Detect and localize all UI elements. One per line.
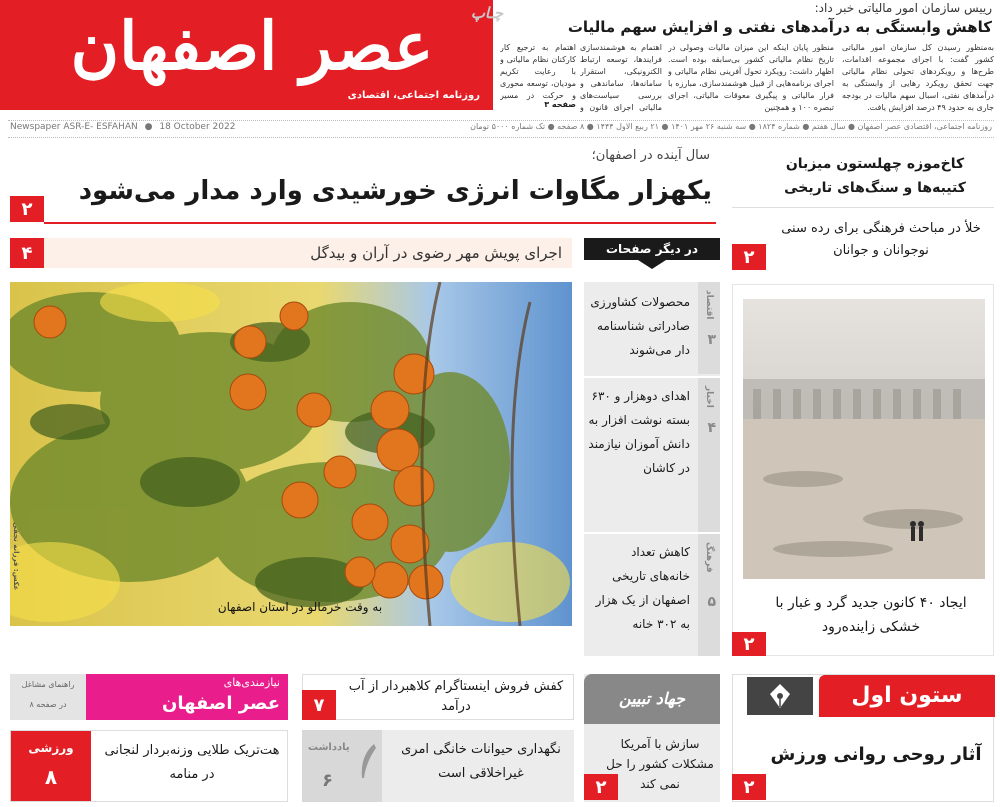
- pen-nib-icon: [747, 677, 813, 715]
- sport-box[interactable]: [10, 730, 288, 802]
- other-pages-tab-arrow: [638, 260, 666, 269]
- mid-story-1-text: کفش فروش اینستاگرام کلاهبردار از آب درآمد: [348, 679, 564, 714]
- paper-name-latin: Newspaper ASR-E- ESFAHAN: [10, 122, 138, 132]
- info-bar-persian: روزنامه اجتماعی، اقتصادی عصر اصفهان ● سال هفتم ● شماره ۱۸۲۴ ● سه شنبه ۲۶ مهر ۱۴۰۱ ● ۲۱ ربیع الاول ۱۴۴۴ ● ۸ صفحه ● تک شماره ۵۰۰۰ تومان: [470, 122, 992, 131]
- first-column-box[interactable]: [732, 674, 994, 802]
- right-story-1[interactable]: [732, 148, 994, 208]
- zayandeh-rud-dust-image: [743, 299, 985, 579]
- first-column-title: آثار روحی روانی ورزش: [770, 744, 982, 765]
- sub-headline-text: اجرای پویش مهر رضوی در آران و بیدگل: [310, 244, 562, 262]
- classified-ads-title: عصر اصفهان: [161, 693, 280, 714]
- other-page-category: اخبار: [704, 386, 714, 408]
- paper-date-latin: 18 October 2022: [159, 122, 236, 132]
- mid-story-1-page[interactable]: ۷: [302, 690, 336, 720]
- classified-ads-kicker: نیازمندی‌های: [223, 676, 280, 689]
- sub-headline-bar[interactable]: [44, 238, 572, 268]
- top-story-page-ref[interactable]: صفحه ۳: [544, 100, 576, 109]
- print-logo: چـاپ: [470, 4, 504, 22]
- right-story-3-page[interactable]: ۲: [732, 632, 766, 656]
- other-page-number: ۵: [707, 594, 716, 610]
- main-headline-kicker: سال آینده در اصفهان؛: [591, 148, 710, 163]
- masthead: [0, 0, 493, 110]
- other-page-item[interactable]: [584, 282, 720, 374]
- persimmon-photo: [10, 282, 572, 626]
- first-column-page[interactable]: ۲: [732, 774, 766, 800]
- right-story-2[interactable]: [732, 212, 994, 272]
- other-page-category: اقتصاد: [704, 290, 714, 320]
- masthead-subtitle: روزنامه اجتماعی، اقتصادی: [347, 90, 480, 101]
- right-story-1-title: کاخ‌موزه چهلستون میزبان کتیبه‌ها و سنگ‌های تاریخی: [784, 156, 966, 196]
- sport-label: ورزشی: [28, 741, 74, 755]
- sport-page: ۸: [44, 765, 58, 789]
- mid-story-1[interactable]: [302, 674, 574, 720]
- classified-ads-box[interactable]: [10, 674, 288, 720]
- right-story-2-page[interactable]: ۲: [732, 244, 766, 270]
- jahad-text: سازش با آمریکا مشکلات کشور را حل نمی کند: [606, 737, 714, 791]
- top-story-col4: اهتمام به ترجیع کار کارکنان نظام مالیاتی و با رعایت تکریم مودیان، توسعه محوری و حرکت در مسیر: [500, 43, 576, 100]
- other-page-number: ۴: [707, 420, 716, 436]
- top-story-headline[interactable]: کاهش وابستگی به درآمدهای نفتی و افزایش سهم مالیات: [567, 18, 992, 36]
- first-column-header: [819, 675, 995, 717]
- yadasht-box[interactable]: [302, 730, 574, 802]
- jahad-logo: [584, 674, 720, 724]
- top-story-col1: به‌منظور رسیدن کل سازمان امور مالیاتی کشور گفت: با اجرای مجموعه اقدامات، طرح‌ها و رویکردهای تحولی نظام مالیاتی جهت تحقق رویکرد رهایی از وابستگی به درآمدهای نفتی، اسبال سهم مالیات در بودجه جاری به حدود ۴۹ درصد افزایش یافت.: [842, 43, 994, 112]
- main-headline-page[interactable]: ۲: [10, 196, 44, 222]
- other-page-text: اهدای دوهزار و ۶۳۰ بسته نوشت افزار به دانش آموزان نیازمند در کاشان: [588, 389, 690, 475]
- yadasht-page: ۶: [322, 770, 333, 791]
- classified-ads-guide: راهنمای مشاغل: [21, 680, 75, 689]
- feather-icon: [356, 742, 378, 786]
- photo-credit: عکس: فرزانه نجفی: [12, 522, 20, 591]
- jahad-page[interactable]: ۲: [584, 774, 618, 800]
- yadasht-label-box: [302, 730, 382, 802]
- photo-caption: به وقت خرمالو در استان اصفهان: [217, 600, 383, 614]
- other-pages-tab: [584, 238, 720, 260]
- top-story-col3: اهتمام به هوشمندسازی فرایندها، توسعه ارتباط الکترونیکی، استقرار سامانه‌ها، ساماندهی و بررسی سیاست‌های مالیاتی اجرای قانون و: [580, 43, 662, 112]
- other-page-category: فرهنگ: [704, 542, 714, 573]
- other-pages-list: [584, 282, 720, 656]
- classified-ads-side: [10, 674, 86, 720]
- yadasht-label: یادداشت: [308, 742, 350, 753]
- sport-text: هت‌تریک طلایی وزنه‌بردار لنجانی در منامه: [104, 743, 280, 782]
- other-page-text: محصولات کشاورزی صادراتی شناسنامه دار می‌شوند: [590, 295, 690, 357]
- other-page-number: ۳: [707, 332, 716, 348]
- sport-label-box: [11, 731, 91, 801]
- info-bar-english: Newspaper ASR-E- ESFAHAN ● 18 October 2022: [10, 122, 236, 132]
- jahad-logo-text: جهاد تبیین: [619, 689, 685, 708]
- right-story-2-title: خلأ در مباحث فرهنگی برای رده سنی نوجوانان و جوانان: [781, 221, 981, 258]
- top-story-col2: منظور پایان اینکه این میزان مالیات وصولی در تاریخ نظام مالیاتی کشور بی‌سابقه بوده است. اظهار داشت: رویکرد تحول آفرینی نظام مالیاتی و اجرای برنامه‌هایی از قبیل هوشمندسازی، مبارزه با فرار مالیاتی و پیگیری معوقات مالیاتی، اجرای تبصره ۱۰۰ و همچنین: [668, 43, 834, 112]
- yadasht-text: نگهداری حیوانات خانگی امری غیراخلاقی است: [401, 742, 561, 781]
- other-page-item[interactable]: [584, 534, 720, 656]
- dust-photo: [743, 299, 985, 579]
- right-story-3[interactable]: [732, 284, 994, 656]
- first-column-header-text: ستون اول: [851, 683, 963, 708]
- other-page-item[interactable]: [584, 378, 720, 532]
- other-pages-label: در دیگر صفحات: [606, 242, 698, 256]
- persimmon-tree-image: [10, 282, 572, 626]
- main-headline[interactable]: یکهزار مگاوات انرژی خورشیدی وارد مدار می‌شود: [78, 176, 712, 206]
- classified-ads-page-ref: در صفحه ۸: [29, 700, 67, 709]
- right-story-3-title: ایجاد ۴۰ کانون جدید گرد و غبار با خشکی زاینده‌رود: [775, 595, 967, 635]
- sub-headline-page[interactable]: ۴: [10, 238, 44, 268]
- top-story-kicker: رییس سازمان امور مالیاتی خبر داد:: [814, 1, 992, 15]
- masthead-title: عصر اصفهان: [70, 7, 434, 85]
- other-page-text: کاهش تعداد خانه‌های تاریخی اصفهان از یک هزار به ۳۰۲ خانه: [595, 545, 690, 631]
